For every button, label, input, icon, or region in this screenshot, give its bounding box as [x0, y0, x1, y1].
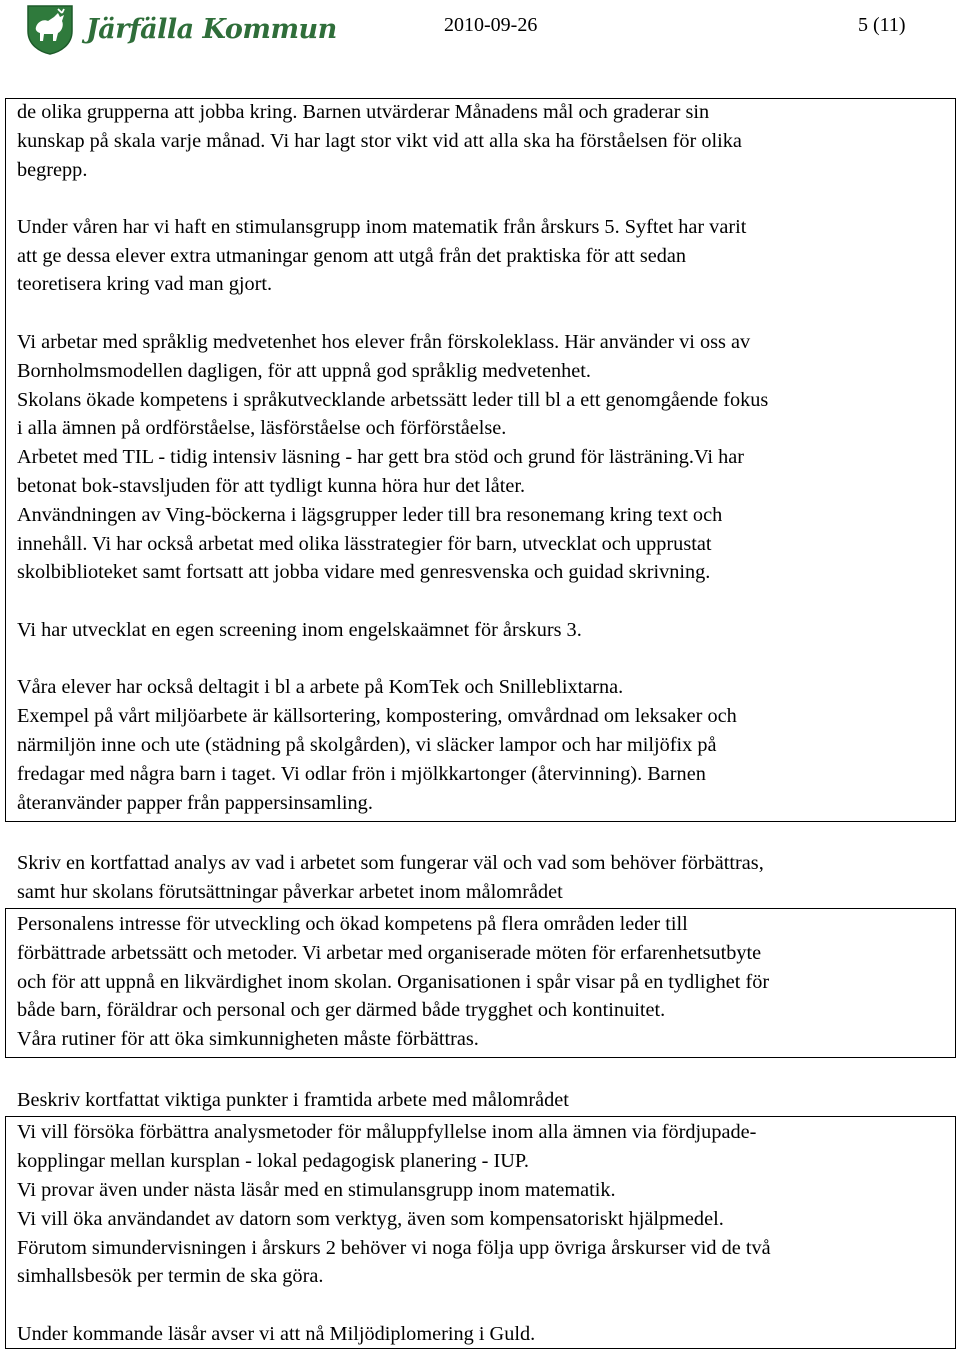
text-line: betonat bok-stavsljuden för att tydligt kunna höra hur det låter.: [17, 475, 526, 497]
text-line: förbättrade arbetssätt och metoder. Vi arbetar med organiserade möten för erfarenhetsutbyte: [17, 942, 762, 964]
text-line: Exempel på vårt miljöarbete är källsortering, kompostering, omvårdnad om leksaker och: [17, 705, 737, 727]
text-line: både barn, föräldrar och personal och ger därmed både trygghet och kontinuitet.: [17, 999, 666, 1021]
logo-text: Järfälla Kommun: [86, 13, 337, 45]
text-line: teoretisera kring vad man gjort.: [17, 273, 273, 295]
text-line: Vi har utvecklat en egen screening inom engelskaämnet för årskurs 3.: [17, 619, 582, 641]
text-line: närmiljön inne och ute (städning på skolgården), vi släcker lampor och har miljöfix på: [17, 734, 717, 756]
text-line: Under kommande läsår avser vi att nå Miljödiplomering i Guld.: [17, 1323, 536, 1345]
text-line: Under våren har vi haft en stimulansgrupp inom matematik från årskurs 5. Syftet har varit: [17, 216, 747, 238]
text-line: i alla ämnen på ordförståelse, läsförståelse och förförståelse.: [17, 417, 507, 439]
text-line: Arbetet med TIL - tidig intensiv läsning - har gett bra stöd och grund för lästräning.Vi har: [17, 446, 745, 468]
text-line: de olika grupperna att jobba kring. Barnen utvärderar Månadens mål och graderar sin: [17, 101, 710, 123]
coat-of-arms-icon: [24, 3, 76, 55]
text-line: Våra rutiner för att öka simkunnigheten måste förbättras.: [17, 1028, 479, 1050]
text-line: innehåll. Vi har också arbetat med olika lässtrategier för barn, utvecklat och upprustat: [17, 533, 712, 555]
text-line: Vi provar även under nästa läsår med en stimulansgrupp inom matematik.: [17, 1179, 616, 1201]
text-line: begrepp.: [17, 159, 88, 181]
text-line: Vi vill försöka förbättra analysmetoder för måluppfyllelse inom alla ämnen via fördjupade-: [17, 1121, 757, 1143]
question-line: Beskriv kortfattat viktiga punkter i framtida arbete med målområdet: [17, 1089, 569, 1111]
page-header: [0, 0, 960, 60]
text-line: Bornholmsmodellen dagligen, för att uppnå god språklig medvetenhet.: [17, 360, 591, 382]
text-line: Förutom simundervisningen i årskurs 2 behöver vi noga följa upp övriga årskurser vid de två: [17, 1237, 771, 1259]
text-line: Vi arbetar med språklig medvetenhet hos elever från förskoleklass. Här använder vi oss av: [17, 331, 751, 353]
text-line: Skolans ökade kompetens i språkutvecklande arbetssätt leder till bl a ett genomgående fokus: [17, 389, 769, 411]
text-line: fredagar med några barn i taget. Vi odlar frön i mjölkkartonger (återvinning). Barnen: [17, 763, 706, 785]
page-number: 5 (11): [858, 14, 906, 36]
text-line: Användningen av Ving-böckerna i lägsgrupper leder till bra resonemang kring text och: [17, 504, 723, 526]
text-line: simhallsbesök per termin de ska göra.: [17, 1265, 324, 1287]
document-date: 2010-09-26: [444, 14, 538, 36]
text-line: och för att uppnå en likvärdighet inom skolan. Organisationen i spår visar på en tydlighet för: [17, 971, 770, 993]
text-line: kopplingar mellan kursplan - lokal pedagogisk planering - IUP.: [17, 1150, 529, 1172]
text-line: Våra elever har också deltagit i bl a arbete på KomTek och Snilleblixtarna.: [17, 676, 624, 698]
text-line: återanvänder papper från pappersinsamling.: [17, 792, 373, 814]
text-line: Personalens intresse för utveckling och ökad kompetens på flera områden leder till: [17, 913, 688, 935]
municipality-logo: [24, 3, 337, 55]
text-line: att ge dessa elever extra utmaningar genom att utgå från det praktiska för att sedan: [17, 245, 687, 267]
question-line: Skriv en kortfattad analys av vad i arbetet som fungerar väl och vad som behöver förbättras,: [17, 852, 764, 874]
question-line: samt hur skolans förutsättningar påverkar arbetet inom målområdet: [17, 881, 563, 903]
text-line: kunskap på skala varje månad. Vi har lagt stor vikt vid att alla ska ha förståelsen för olika: [17, 130, 742, 152]
text-line: skolbiblioteket samt fortsatt att jobba vidare med genresvenska och guidad skrivning.: [17, 561, 711, 583]
text-line: Vi vill öka användandet av datorn som verktyg, även som kompensatoriskt hjälpmedel.: [17, 1208, 724, 1230]
